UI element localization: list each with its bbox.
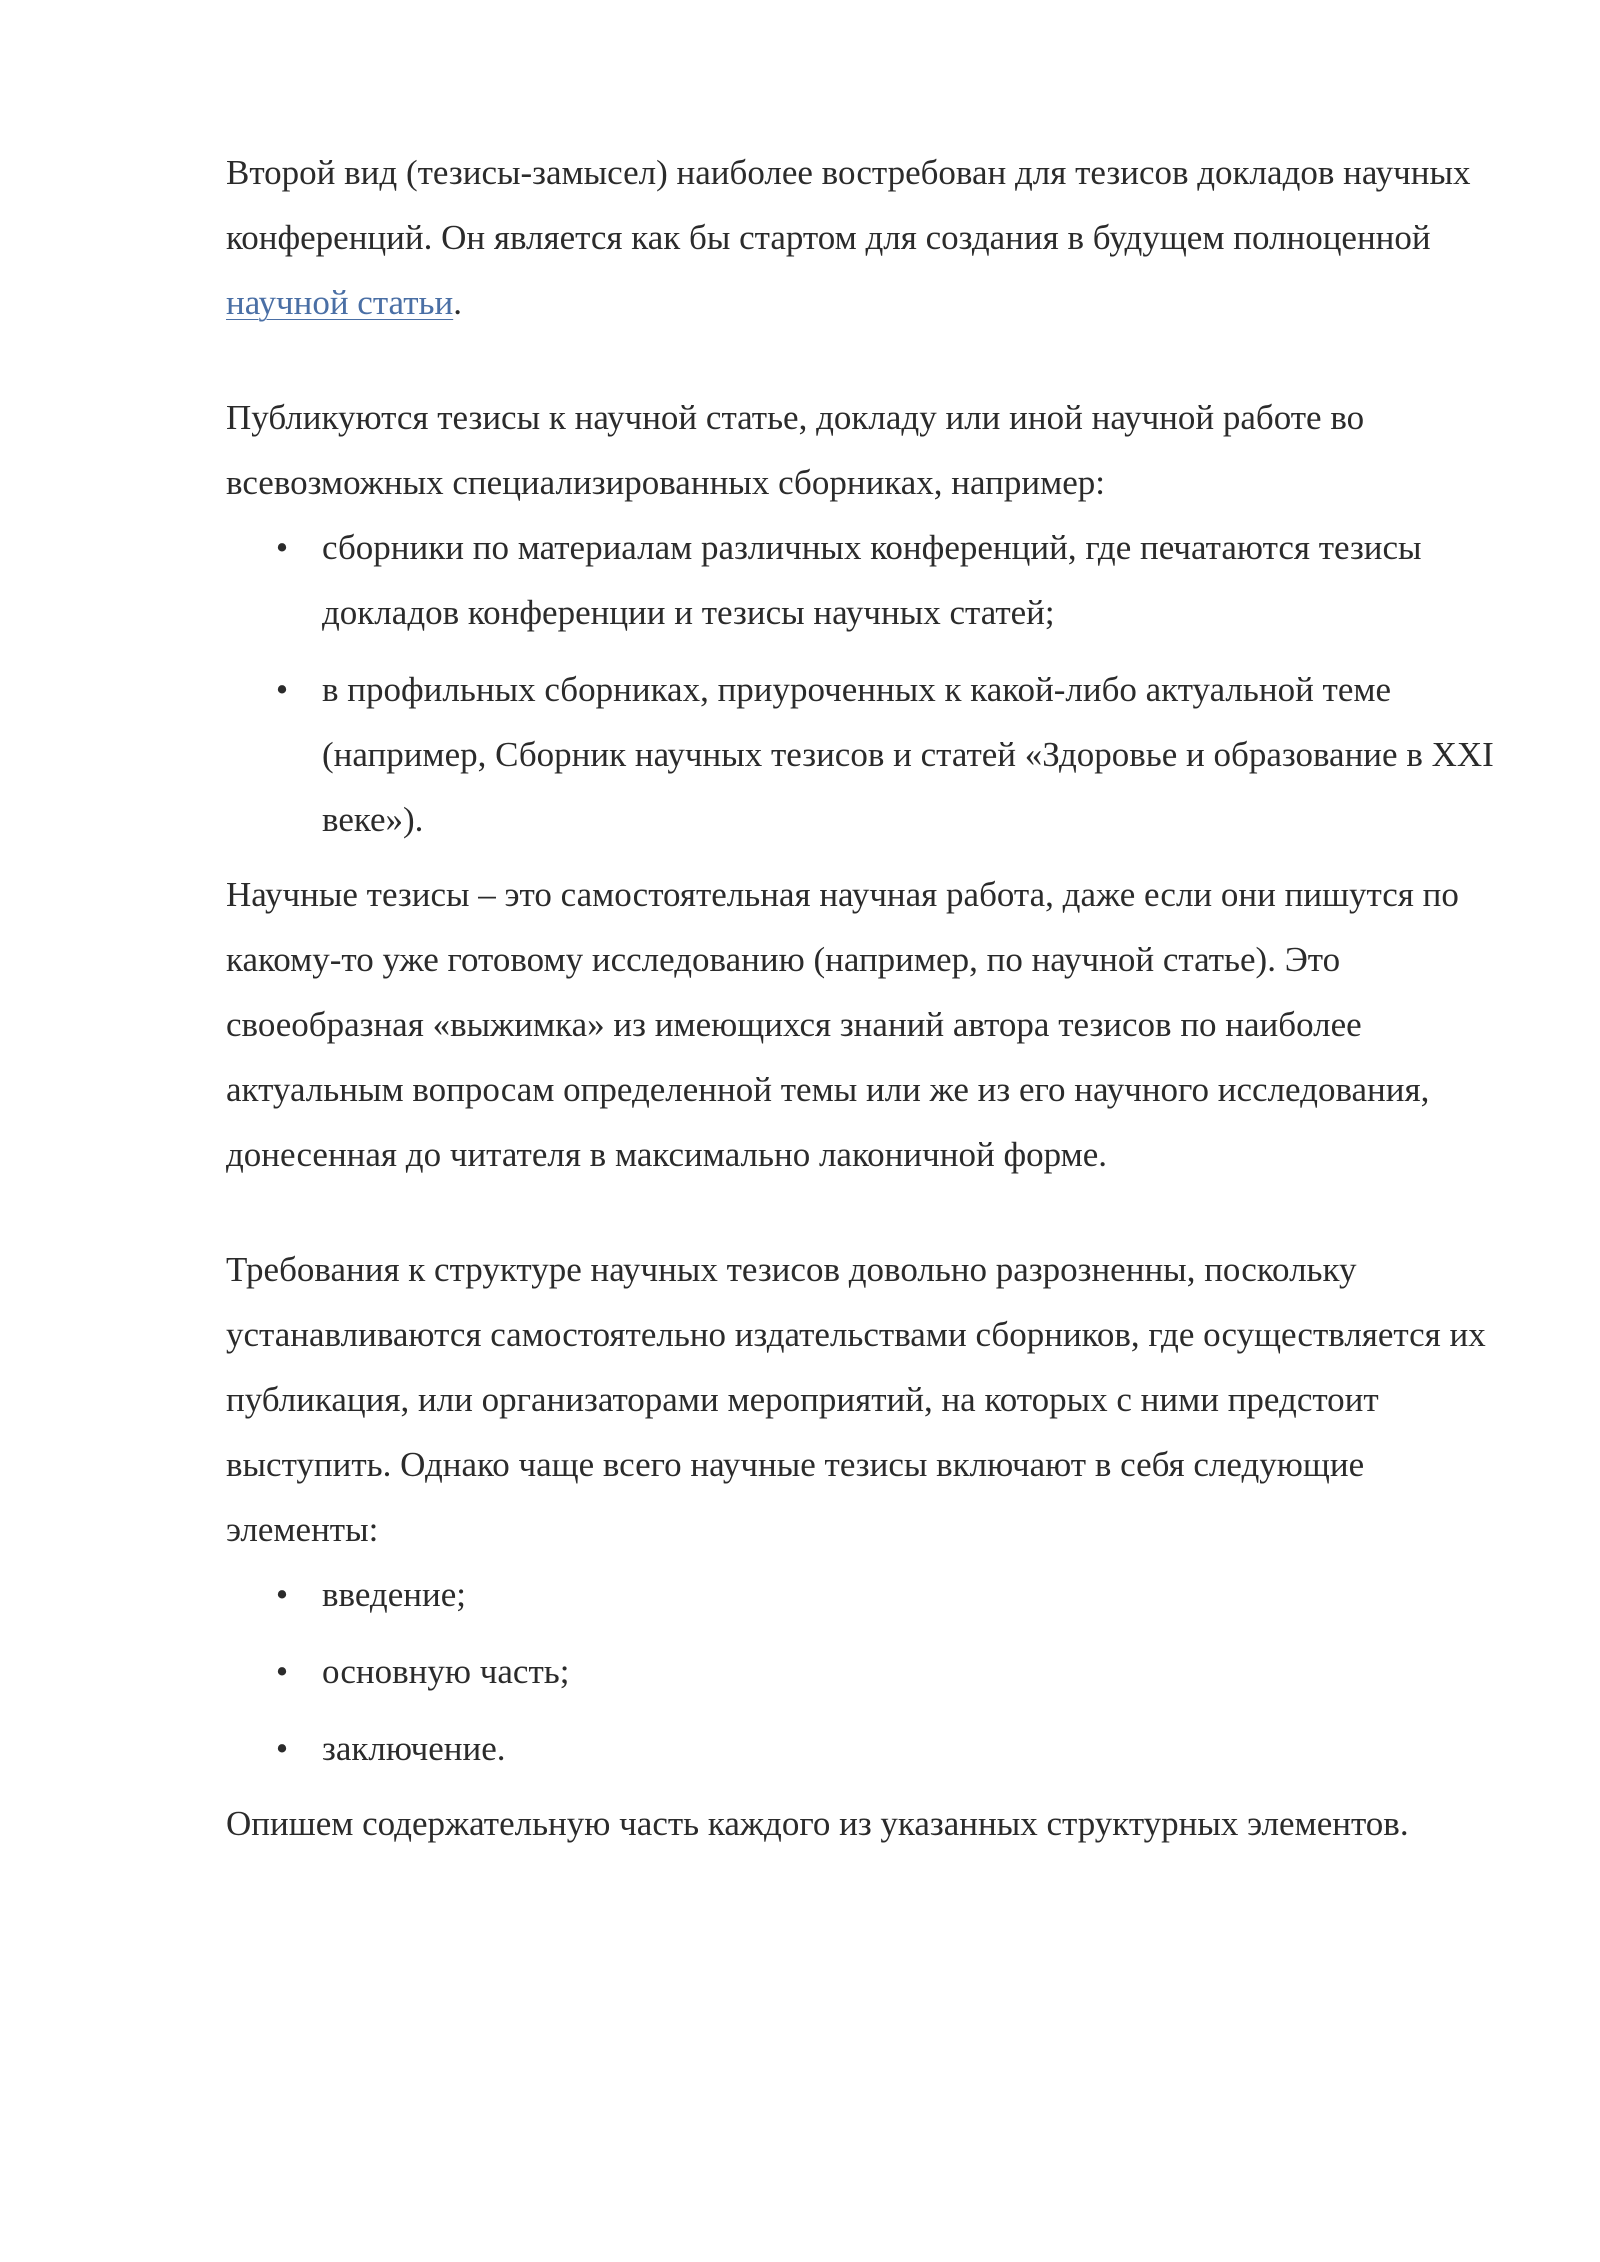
bullet-icon: • — [275, 1575, 289, 1614]
bullet-icon: • — [275, 528, 289, 567]
bullet-icon: • — [275, 1652, 289, 1691]
document-page — [226, 140, 1516, 1856]
paragraph-thesis-concept — [226, 140, 1516, 335]
paragraph-definition: Научные тезисы – это самостоятельная научная работа, даже если они пишутся по какому-то уже готовому исследованию (например, по научной статье). Это своеобразная «выжимка» из имеющихся знаний автора тезисов по наиболее актуальным вопросам определенной темы или же из его научного исследования, донесенная до читателя в максимально лаконичной форме. — [226, 875, 1459, 1174]
structure-elements-list — [226, 1562, 1516, 1781]
paragraph-text: Второй вид (тезисы-замысел) наиболее востребован для тезисов докладов научных конференций. Он является как бы стартом для создания в будущем полноценной — [226, 153, 1471, 257]
paragraph-structure-requirements: Требования к структуре научных тезисов довольно разрозненны, поскольку устанавливаются самостоятельно издательствами сборников, где осуществляется их публикация, или организаторами мероприятий, на которых с ними предстоит выступить. Однако чаще всего научные тезисы включают в себя следующие элементы: — [226, 1250, 1486, 1549]
list-item-text: в профильных сборниках, приуроченных к какой-либо актуальной теме (например, Сборник научных тезисов и статей «Здоровье и образование в XXI веке»). — [322, 670, 1494, 839]
paragraph-text-end: . — [453, 283, 462, 322]
list-item-text: введение; — [322, 1575, 466, 1614]
list-item — [226, 1716, 1516, 1781]
list-item — [226, 1562, 1516, 1627]
list-item-text: заключение. — [322, 1729, 506, 1768]
list-item — [226, 515, 1516, 645]
list-item-text: основную часть; — [322, 1652, 570, 1691]
list-item — [226, 1639, 1516, 1704]
paragraph-publication: Публикуются тезисы к научной статье, докладу или иной научной работе во всевозможных специализированных сборниках, например: — [226, 398, 1365, 502]
collections-list — [226, 515, 1516, 852]
bullet-icon: • — [275, 1729, 289, 1768]
bullet-icon: • — [275, 670, 289, 709]
list-item-text: сборники по материалам различных конференций, где печатаются тезисы докладов конференции и тезисы научных статей; — [322, 528, 1422, 632]
scientific-article-link[interactable]: научной статьи — [226, 283, 454, 322]
paragraph-closing: Опишем содержательную часть каждого из указанных структурных элементов. — [226, 1804, 1409, 1843]
list-item — [226, 657, 1516, 852]
